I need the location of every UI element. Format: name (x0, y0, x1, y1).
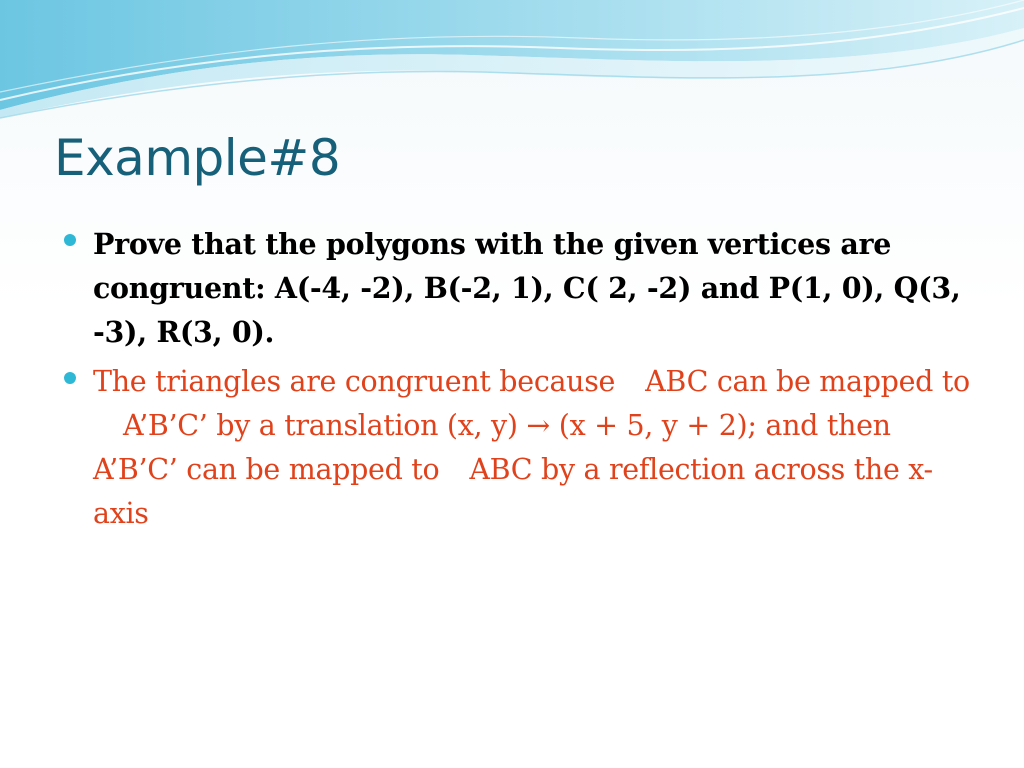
bullet-marker-icon (64, 234, 76, 246)
bullet-marker-icon (64, 372, 76, 384)
answer-text-part: ABC can be mapped to (645, 365, 970, 398)
answer-text-part: ABC by a reflection across the x-axis (93, 453, 933, 530)
slide-title: Example#8 (54, 129, 341, 187)
bullet-text: Prove that the polygons with the given vertices are congruent: A(-4, -2), B(-2, 1), C( 2, -2) and P(1, 0), Q(3, -3), R(3, 0). (93, 227, 961, 349)
bullet-answer (93, 360, 973, 536)
answer-text-part: The triangles are congruent because (93, 365, 616, 398)
bullet-problem-statement (93, 222, 973, 354)
bullet-list (93, 222, 973, 542)
answer-text-part: A’B’C’ can be mapped to (93, 453, 440, 486)
answer-text-part: A’B’C’ by a translation (x, y) → (x + 5, y + 2); and then (123, 409, 891, 442)
header-wave-decoration (0, 0, 1024, 125)
